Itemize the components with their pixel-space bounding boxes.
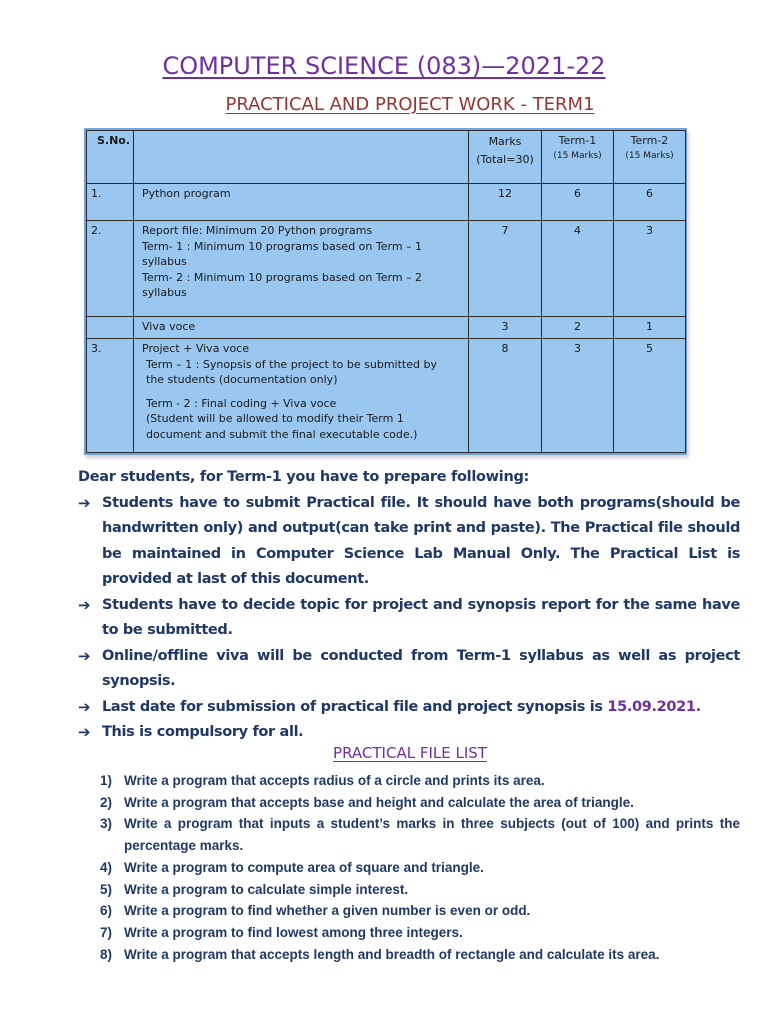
list-item-text: Write a program to find whether a given number is even or odd.	[124, 903, 531, 919]
list-item-text: Write a program that accepts radius of a circle and prints its area.	[124, 773, 545, 788]
row-description	[134, 184, 469, 221]
table-row	[87, 184, 686, 221]
row-term1: 4	[542, 221, 614, 317]
row-marks: 12	[469, 184, 542, 221]
bullet-item	[78, 491, 740, 593]
row-marks: 8	[469, 339, 542, 453]
list-item-text: Write a program that inputs a student’s marks in three subjects (out of 100) and prints the percentage marks.	[124, 816, 740, 854]
arrow-icon: ➔	[78, 493, 91, 512]
list-item-number: 3)	[100, 816, 113, 832]
arrow-icon: ➔	[78, 595, 91, 614]
row-term1: 3	[542, 339, 614, 453]
table-row	[87, 339, 686, 453]
table-row	[87, 221, 686, 317]
row-line: syllabus	[142, 255, 187, 268]
row-sno: 1.	[87, 184, 134, 221]
arrow-icon: ➔	[78, 646, 91, 665]
header-term2	[614, 131, 686, 184]
table-row	[87, 317, 686, 339]
page-subtitle: PRACTICAL AND PROJECT WORK - TERM1	[225, 94, 595, 115]
row-description	[134, 339, 469, 453]
bullet-text: Students have to decide topic for project and synopsis report for the same have to be submitted.	[102, 596, 740, 638]
instructions	[78, 465, 740, 746]
header-marks-label: Marks	[488, 135, 522, 148]
header-term1-label: Term-1	[558, 134, 597, 147]
practical-list-title: PRACTICAL FILE LIST	[333, 744, 487, 762]
list-item-text: Write a program to calculate simple interest.	[124, 881, 409, 897]
bullet-text: Students have to submit Practical file. It should have both programs(should be handwritten only) and output(can take print and paste). The Practical file should be maintained in Computer Science Lab Manual Only. The Practical List is provided at last of this document.	[102, 494, 740, 587]
practical-list	[100, 770, 740, 965]
bullet-text: This is compulsory for all.	[102, 724, 304, 740]
list-item	[100, 770, 740, 792]
list-item-text: Write a program to compute area of square and triangle.	[124, 859, 484, 875]
row-sno: 3.	[87, 339, 134, 453]
row-line: Term – 1 : Synopsis of the project to be submitted by	[146, 357, 437, 371]
row-line: document and submit the final executable code.)	[146, 427, 418, 441]
list-item-text: Write a program to find lowest among three integers.	[124, 924, 463, 940]
row-marks: 7	[469, 221, 542, 317]
marks-table-image	[84, 128, 687, 455]
list-item	[100, 900, 740, 922]
row-term2: 6	[614, 184, 686, 221]
row-line: the students (documentation only)	[146, 373, 338, 386]
row-line: Term- 1 : Minimum 10 programs based on Term – 1	[142, 239, 423, 253]
arrow-icon: ➔	[78, 697, 91, 716]
list-item-text: Write a program that accepts length and breadth of rectangle and calculate its area.	[124, 946, 660, 962]
intro-text: Dear students, for Term-1 you have to prepare following:	[78, 469, 530, 485]
header-sno: S.No.	[87, 131, 134, 184]
bullet-text: Last date for submission of practical file and project synopsis is	[102, 698, 608, 715]
header-description	[134, 131, 469, 184]
list-item	[100, 792, 740, 814]
row-line: Term - 2 : Final coding + Viva voce	[146, 396, 337, 410]
bullet-text-wrapper	[102, 695, 740, 721]
row-line: Viva voce	[142, 320, 196, 333]
marks-table	[86, 130, 686, 453]
list-item	[100, 813, 740, 856]
row-term2: 1	[614, 317, 686, 339]
arrow-icon: ➔	[78, 723, 91, 741]
list-item-number: 6)	[100, 903, 113, 919]
row-sno	[87, 317, 134, 339]
list-item-text: Write a program that accepts base and height and calculate the area of triangle.	[124, 794, 634, 810]
list-item	[100, 879, 740, 901]
row-line: Report file: Minimum 20 Python programs	[142, 224, 373, 237]
list-item-number: 4)	[100, 859, 113, 875]
list-item-number: 2)	[100, 794, 113, 810]
list-item-number: 1)	[100, 773, 113, 788]
list-item	[100, 857, 740, 879]
bullet-text: Online/offline viva will be conducted from Term-1 syllabus as well as project synopsis.	[102, 647, 740, 689]
table-header-row	[87, 131, 686, 184]
header-term1	[542, 131, 614, 184]
row-line: (Student will be allowed to modify their Term 1	[146, 412, 404, 425]
row-marks: 3	[469, 317, 542, 339]
row-line	[142, 388, 464, 396]
row-description	[134, 317, 469, 339]
bullet-item	[78, 593, 740, 644]
list-item	[100, 922, 740, 944]
header-term1-sub: (15 Marks)	[553, 150, 602, 161]
page-title: COMPUTER SCIENCE (083)—2021-22	[162, 52, 606, 80]
row-term2: 3	[614, 221, 686, 317]
row-term1: 6	[542, 184, 614, 221]
row-description	[134, 221, 469, 317]
header-marks-total: (Total=30)	[476, 153, 534, 166]
header-marks	[469, 131, 542, 184]
row-line: Project + Viva voce	[142, 342, 249, 355]
bullet-item	[78, 720, 740, 746]
row-term2: 5	[614, 339, 686, 453]
deadline-date: 15.09.2021.	[607, 698, 701, 715]
bullet-item	[78, 644, 740, 695]
list-item-number: 5)	[100, 881, 113, 897]
list-item-number: 7)	[100, 924, 113, 940]
bullet-item	[78, 695, 740, 721]
row-line: Python program	[142, 187, 231, 200]
header-term2-label: Term-2	[630, 134, 669, 147]
row-term1: 2	[542, 317, 614, 339]
list-item	[100, 944, 740, 966]
header-term2-sub: (15 Marks)	[625, 150, 674, 161]
row-line: Term- 2 : Minimum 10 programs based on Term – 2	[142, 270, 423, 284]
row-sno: 2.	[87, 221, 134, 317]
list-item-number: 8)	[100, 946, 113, 962]
row-line: syllabus	[142, 286, 187, 299]
